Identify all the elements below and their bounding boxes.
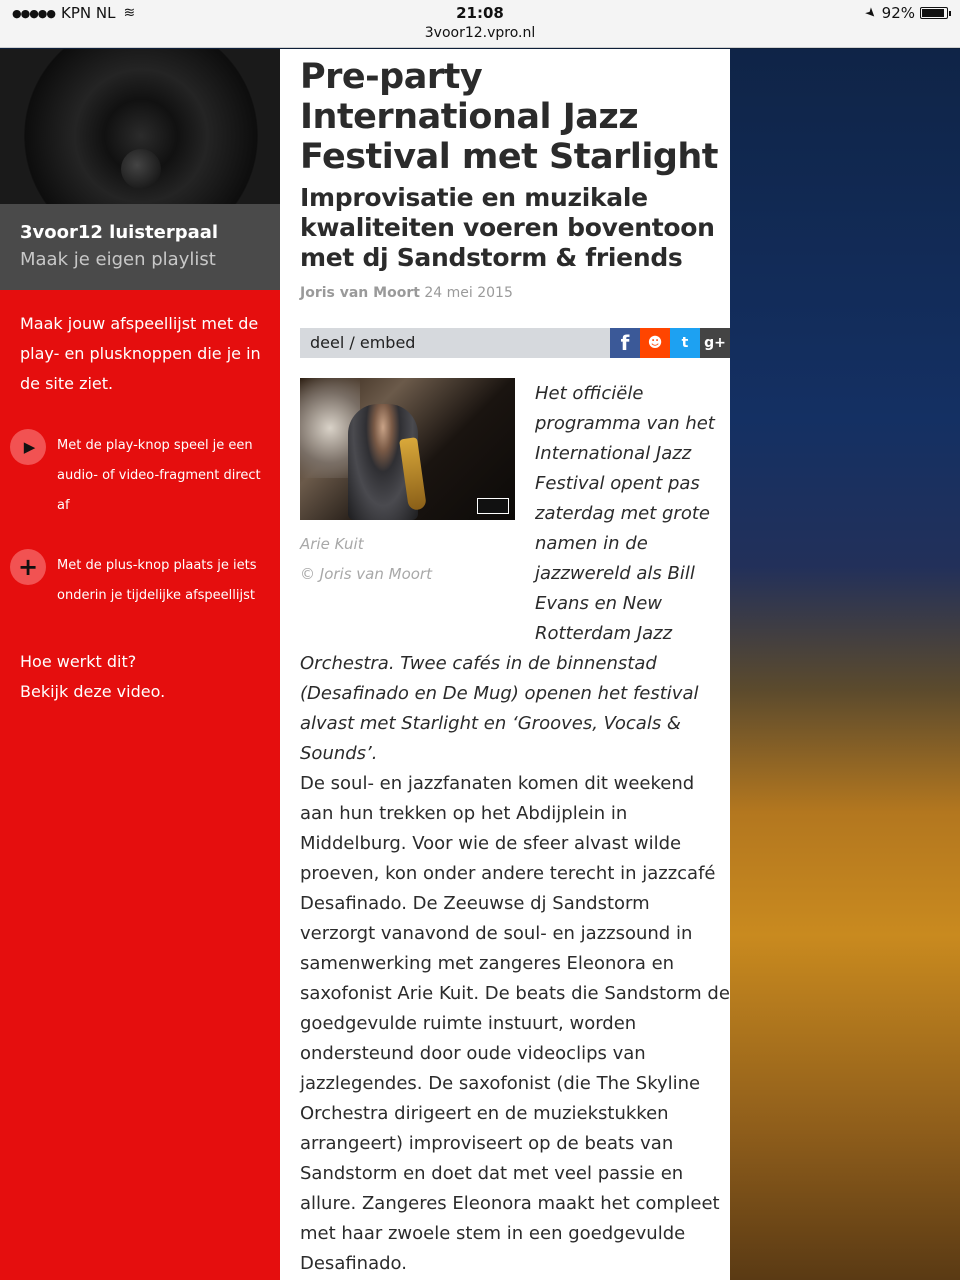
reddit-icon[interactable]: ☻ <box>640 328 670 358</box>
play-icon[interactable]: ▶ <box>10 429 46 465</box>
article-lead <box>300 379 728 769</box>
article-body: De soul- en jazzfanaten komen dit weekend aan hun trekken op het Abdijplein in Middelburg. Voor wie de sfeer alvast wilde proeven, kon onder andere terecht in jazzcafé Desafinado. De Zeeuwse dj Sandstorm verzorgt vanavond de soul- en jazzsound in samenwerking met zangeres Eleonora en saxofonist Arie Kuit. De beats die Sandstorm de goedgevulde ruimte instuurt, worden ondersteund door oude videoclips van jazzlegendes. De saxofonist (die The Skyline Orchestra dirigeert en de muziekstukken arrangeert) improviseert op de beats van Sandstorm en doet dat met veel passie en allure. Zangeres Eleonora maakt het compleet met haar zwoele stem in een goedgevulde Desafinado. <box>300 773 730 1274</box>
how-it-works-link[interactable]: Hoe werkt dit? <box>20 652 137 671</box>
battery-percent: 92% <box>881 4 915 22</box>
speaker-cap <box>121 149 161 189</box>
share-bar <box>300 328 730 358</box>
author-link[interactable]: Joris van Moort <box>300 285 420 301</box>
status-right <box>861 3 948 23</box>
sidebar <box>0 49 280 1280</box>
luisterpaal-subtitle: Maak je eigen playlist <box>20 249 216 270</box>
battery-icon <box>920 7 948 19</box>
watch-video-link[interactable]: Bekijk deze video. <box>20 682 166 701</box>
article-subtitle: Improvisatie en muzikale kwaliteiten voeren boventoon met dj Sandstorm & friends <box>300 183 715 272</box>
photo-credit: © Joris van Moort <box>300 565 432 583</box>
lead-spacer <box>300 379 535 641</box>
speaker-image <box>0 49 280 204</box>
twitter-icon[interactable]: t <box>670 328 700 358</box>
share-icons <box>610 328 730 358</box>
status-time: 21:08 <box>456 4 504 22</box>
byline <box>300 285 730 301</box>
publish-date: 24 mei 2015 <box>424 285 513 301</box>
play-help <box>10 429 270 521</box>
carrier-name: KPN NL <box>61 4 116 22</box>
article-title: Pre-party International Jazz Festival met Starlight <box>300 57 719 177</box>
plus-icon[interactable]: + <box>10 549 46 585</box>
location-arrow-icon: ➤ <box>861 3 880 23</box>
wifi-icon: ≋ <box>123 5 136 21</box>
article <box>280 49 730 1280</box>
photo-caption: Arie Kuit <box>300 535 364 553</box>
status-bar <box>0 0 960 48</box>
luisterpaal-panel[interactable] <box>0 204 280 290</box>
battery-fill <box>922 9 944 17</box>
facebook-icon[interactable]: f <box>610 328 640 358</box>
luisterpaal-title: 3voor12 luisterpaal <box>20 222 219 243</box>
address-bar[interactable]: 3voor12.vpro.nl <box>424 25 536 41</box>
lead-text: Het officiële programma van het International Jazz Festival opent pas zaterdag met grote namen in de jazzwereld als Bill Evans en New Rotterdam Jazz Orchestra. Twee cafés in de binnenstad (Desafinado en De Mug) openen het festival alvast met Starlight en ‘Grooves, Vocals & Sounds’. <box>300 383 715 764</box>
google-plus-icon[interactable]: g+ <box>700 328 730 358</box>
sidebar-intro: Maak jouw afspeellijst met de play- en plusknoppen die je in de site ziet. <box>20 314 261 393</box>
share-embed-label[interactable]: deel / embed <box>310 333 416 352</box>
background-image <box>730 49 960 1280</box>
plus-help <box>10 549 270 611</box>
play-help-text: Met de play-knop speel je een audio- of video-fragment direct af <box>57 438 261 513</box>
signal-icon: ●●●●● <box>12 6 55 20</box>
plus-help-text: Met de plus-knop plaats je iets onderin je tijdelijke afspeellijst <box>57 558 257 603</box>
